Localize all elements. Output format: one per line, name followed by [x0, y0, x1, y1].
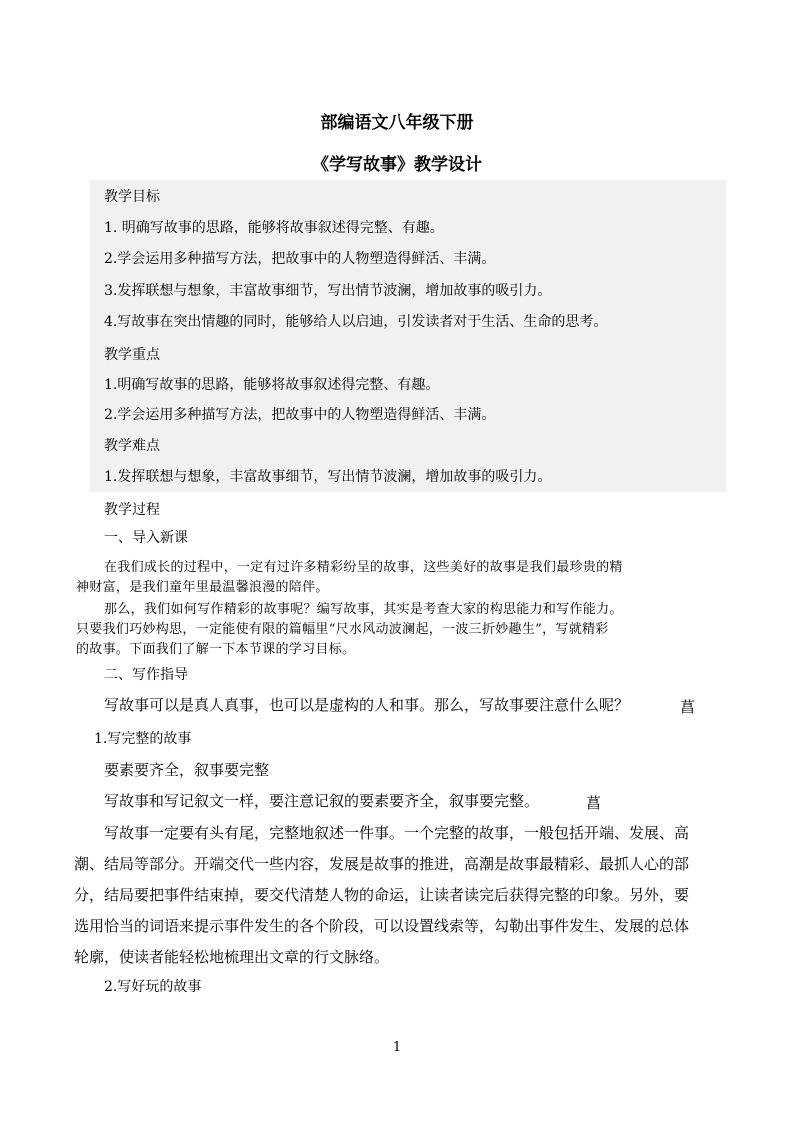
section-2-heading: 二、写作指导 [104, 667, 188, 683]
title-line-2: 《学写故事》教学设计 [312, 155, 482, 175]
goal-item: 2.学会运用多种描写方法，把故事中的人物塑造得鲜活、丰满。 [104, 251, 496, 267]
section-1-heading: 一、导入新课 [104, 530, 188, 546]
body-paragraph-line: 选用恰当的词语来提示事件发生的各个阶段，可以设置线索等，勾勒出事件发生、发展的总体 [74, 917, 690, 935]
intro-paragraph-line: 在我们成长的过程中，一定有过许多精彩纷呈的故事，这些美好的故事是我们最珍贵的精 [104, 560, 623, 575]
subsection-1-heading: 1.写完整的故事 [94, 731, 192, 747]
stray-mark: 菖 [586, 794, 602, 812]
goal-item: 4.写故事在突出情趣的同时，能够给人以启迪，引发读者对于生活、生命的思考。 [104, 314, 608, 330]
process-heading: 教学过程 [104, 502, 160, 518]
body-paragraph-line: 潮、结局等部分。开端交代一些内容，发展是故事的推进，高潮是故事最精彩、最抓人心的部 [74, 855, 690, 873]
intro-paragraph-line: 神财富，是我们童年里最温馨浪漫的陪伴。 [76, 580, 329, 595]
goal-item: 3.发挥联想与想象，丰富故事细节，写出情节波澜，增加故事的吸引力。 [104, 283, 552, 299]
intro-paragraph-line: 那么，我们如何写作精彩的故事呢？编写故事，其实是考查大家的构思能力和写作能力。 [104, 602, 623, 617]
guide-question: 写故事可以是真人真事，也可以是虚构的人和事。那么，写故事要注意什么呢？ [104, 696, 630, 714]
subsection-1-paragraph: 写故事和写记叙文一样，要注意记叙的要素要齐全，叙事要完整。 [104, 792, 540, 810]
goals-heading: 教学目标 [104, 189, 160, 205]
goal-item: 1. 明确写故事的思路，能够将故事叙述得完整、有趣。 [104, 220, 444, 236]
body-paragraph-line: 写故事一定要有头有尾，完整地叙述一件事。一个完整的故事，一般包括开端、发展、高 [104, 824, 690, 842]
page-number: 1 [392, 1040, 402, 1055]
subsection-2-heading: 2.写好玩的故事 [104, 979, 202, 995]
key-item: 1.明确写故事的思路，能够将故事叙述得完整、有趣。 [104, 377, 440, 393]
intro-paragraph-line: 只要我们巧妙构思，一定能使有限的篇幅里“尺水风动波澜起，一波三折妙趣生”，写就精彩 [76, 622, 609, 637]
stray-mark: 菖 [680, 698, 696, 716]
body-paragraph-line: 分，结局要把事件结束掉，要交代清楚人物的命运，让读者读完后获得完整的印象。另外，要 [74, 886, 690, 904]
title-line-1: 部编语文八年级下册 [320, 113, 474, 133]
subsection-1-lead: 要素要齐全，叙事要完整 [104, 761, 270, 779]
difficulty-item: 1.发挥联想与想象，丰富故事细节，写出情节波澜，增加故事的吸引力。 [104, 469, 552, 485]
key-heading: 教学重点 [104, 347, 160, 363]
intro-paragraph-line: 的故事。下面我们了解一下本节课的学习目标。 [76, 642, 356, 657]
body-paragraph-line: 轮廓，使读者能轻松地梳理出文章的行文脉络。 [74, 948, 390, 966]
key-item: 2.学会运用多种描写方法，把故事中的人物塑造得鲜活、丰满。 [104, 407, 496, 423]
difficulty-heading: 教学难点 [104, 438, 160, 454]
